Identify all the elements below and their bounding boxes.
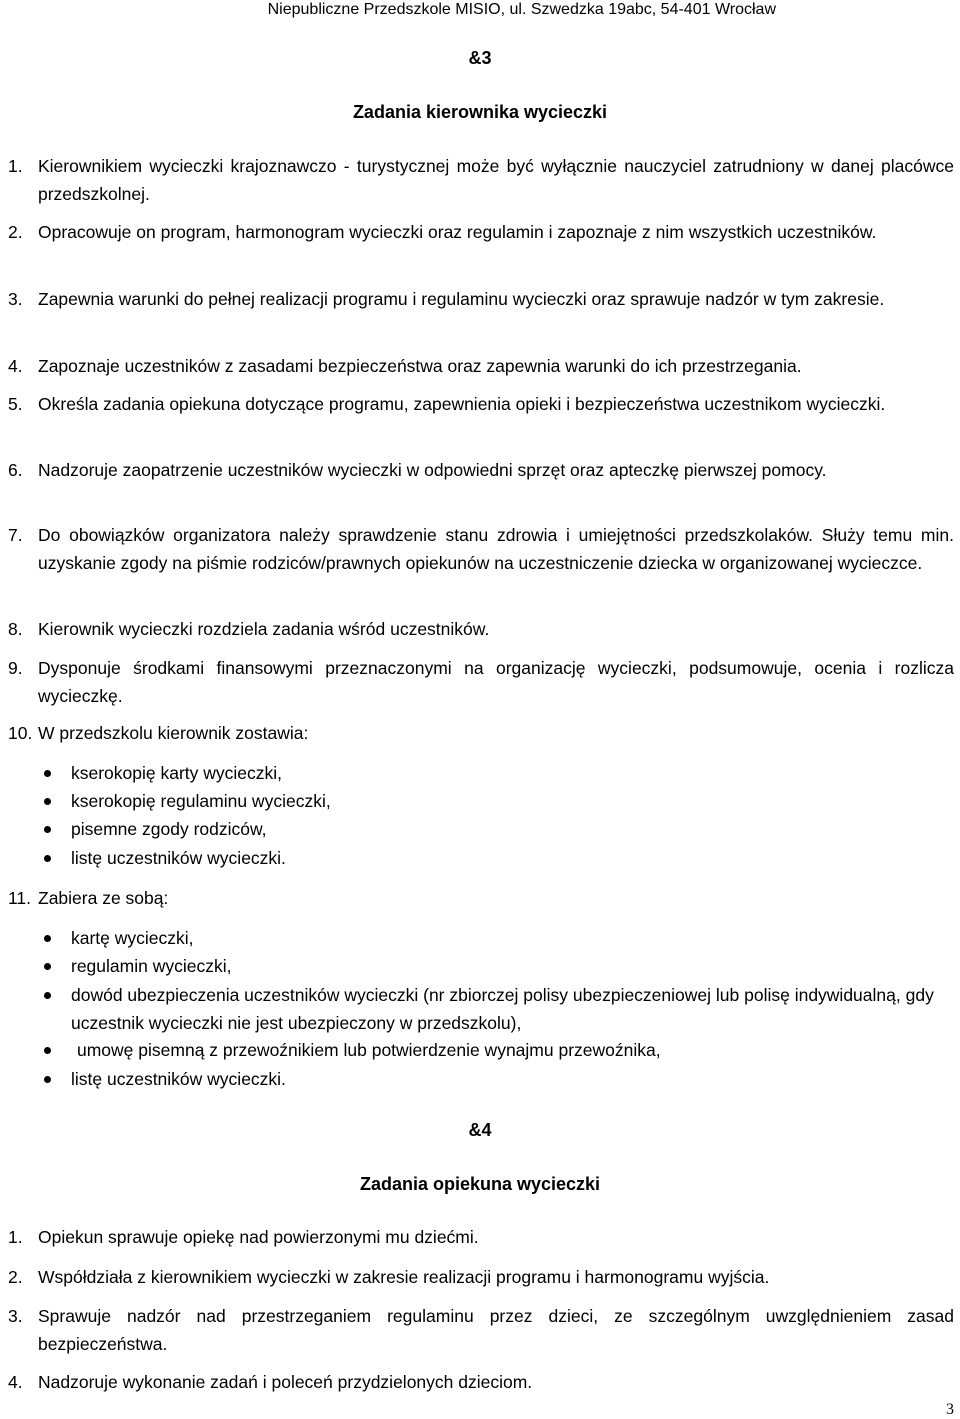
item-number: 1. <box>8 156 23 176</box>
item-number: 2. <box>8 222 23 242</box>
bullet-item <box>40 924 954 952</box>
item-text: W przedszkolu kierownik zostawia: <box>38 723 309 743</box>
page-number: 3 <box>946 1401 954 1418</box>
bullet-dot-icon <box>44 855 51 862</box>
item-text: Zabiera ze sobą: <box>38 888 169 908</box>
list-item <box>8 521 954 577</box>
section-number-3: &3 <box>468 48 492 68</box>
bullet-dot-icon <box>44 992 51 999</box>
list-item <box>8 884 954 912</box>
bullet-text: kartę wycieczki, <box>71 928 194 948</box>
list-item <box>8 152 954 208</box>
list-item <box>8 615 954 643</box>
item-number: 1. <box>8 1227 23 1247</box>
item-number: 3. <box>8 1306 23 1326</box>
item-text: Opiekun sprawuje opiekę nad powierzonymi mu dziećmi. <box>38 1227 479 1247</box>
list-item <box>8 654 954 710</box>
item-number: 7. <box>8 525 23 545</box>
item-number: 9. <box>8 658 23 678</box>
bullet-dot-icon <box>44 826 51 833</box>
list-item <box>8 1302 954 1358</box>
section-title-4: Zadania opiekuna wycieczki <box>359 1174 601 1194</box>
item-number: 8. <box>8 619 23 639</box>
bullet-text: listę uczestników wycieczki. <box>71 848 286 868</box>
bullet-text: umowę pisemną z przewoźnikiem lub potwierdzenie wynajmu przewoźnika, <box>77 1040 661 1060</box>
item-text: Do obowiązków organizatora należy sprawdzenie stanu zdrowia i umiejętności przedszkolaków. Służy temu min. uzyskanie zgody na piśmie rodziców/prawnych opiekunów na uczestniczenie dziecka w organizowanej wycieczce. <box>38 525 954 573</box>
bullet-dot-icon <box>44 935 51 942</box>
list-item <box>8 218 954 246</box>
bullet-text: kserokopię regulaminu wycieczki, <box>71 791 331 811</box>
list-item <box>8 390 954 418</box>
bullet-item <box>40 1065 954 1093</box>
list-item <box>8 285 954 313</box>
bullet-item <box>40 787 954 815</box>
bullet-item <box>40 981 954 1037</box>
list-item <box>8 456 954 484</box>
bullet-text: pisemne zgody rodziców, <box>71 819 267 839</box>
item-text: Kierownikiem wycieczki krajoznawczo - turystycznej może być wyłącznie nauczyciel zatrudniony w danej placówce przedszkolnej. <box>38 156 954 204</box>
item-text: Nadzoruje zaopatrzenie uczestników wycieczki w odpowiedni sprzęt oraz apteczkę pierwszej pomocy. <box>38 460 827 480</box>
item-text: Współdziała z kierownikiem wycieczki w zakresie realizacji programu i harmonogramu wyjścia. <box>38 1267 770 1287</box>
item-text: Sprawuje nadzór nad przestrzeganiem regulaminu przez dzieci, ze szczególnym uwzględnieniem zasad bezpieczeństwa. <box>38 1306 954 1354</box>
bullet-text: regulamin wycieczki, <box>71 956 232 976</box>
section-title-3: Zadania kierownika wycieczki <box>352 102 608 122</box>
list-item <box>8 1368 954 1396</box>
item-number: 4. <box>8 356 23 376</box>
bullet-item <box>40 1036 954 1064</box>
bullet-item <box>40 815 954 843</box>
item-text: Dysponuje środkami finansowymi przeznaczonymi na organizację wycieczki, podsumowuje, ocenia i rozlicza wycieczkę. <box>38 658 954 706</box>
item-text: Nadzoruje wykonanie zadań i poleceń przydzielonych dzieciom. <box>38 1372 533 1392</box>
item-number: 6. <box>8 460 23 480</box>
item-number: 3. <box>8 289 23 309</box>
list-item <box>8 352 954 380</box>
bullet-dot-icon <box>44 963 51 970</box>
list-item <box>8 1263 954 1291</box>
list-item <box>8 719 954 747</box>
item-text: Zapoznaje uczestników z zasadami bezpieczeństwa oraz zapewnia warunki do ich przestrzegania. <box>38 356 802 376</box>
item-text: Zapewnia warunki do pełnej realizacji programu i regulaminu wycieczki oraz sprawuje nadzór w tym zakresie. <box>38 289 885 309</box>
item-number: 5. <box>8 394 23 414</box>
section-number-4: &4 <box>468 1120 492 1140</box>
bullet-text: kserokopię karty wycieczki, <box>71 763 283 783</box>
bullet-dot-icon <box>44 1047 51 1054</box>
item-text: Kierownik wycieczki rozdziela zadania wśród uczestników. <box>38 619 490 639</box>
page-header: Niepubliczne Przedszkole MISIO, ul. Szwedzka 19abc, 54-401 Wrocław <box>267 1 776 18</box>
bullet-item <box>40 844 954 872</box>
item-text: Określa zadania opiekuna dotyczące programu, zapewnienia opieki i bezpieczeństwa uczestnikom wycieczki. <box>38 394 886 414</box>
bullet-dot-icon <box>44 770 51 777</box>
bullet-text: dowód ubezpieczenia uczestników wycieczki (nr zbiorczej polisy ubezpieczeniowej lub polisę indywidualną, gdy uczestnik wycieczki nie jest ubezpieczony w przedszkolu), <box>71 985 934 1033</box>
item-text: Opracowuje on program, harmonogram wycieczki oraz regulamin i zapoznaje z nim wszystkich uczestników. <box>38 222 877 242</box>
bullet-item <box>40 952 954 980</box>
item-number: 2. <box>8 1267 23 1287</box>
item-number: 11. <box>8 888 32 908</box>
bullet-dot-icon <box>44 798 51 805</box>
list-item <box>8 1223 954 1251</box>
bullet-dot-icon <box>44 1076 51 1083</box>
item-number: 4. <box>8 1372 23 1392</box>
bullet-item <box>40 759 954 787</box>
bullet-text: listę uczestników wycieczki. <box>71 1069 286 1089</box>
item-number: 10. <box>8 723 33 743</box>
